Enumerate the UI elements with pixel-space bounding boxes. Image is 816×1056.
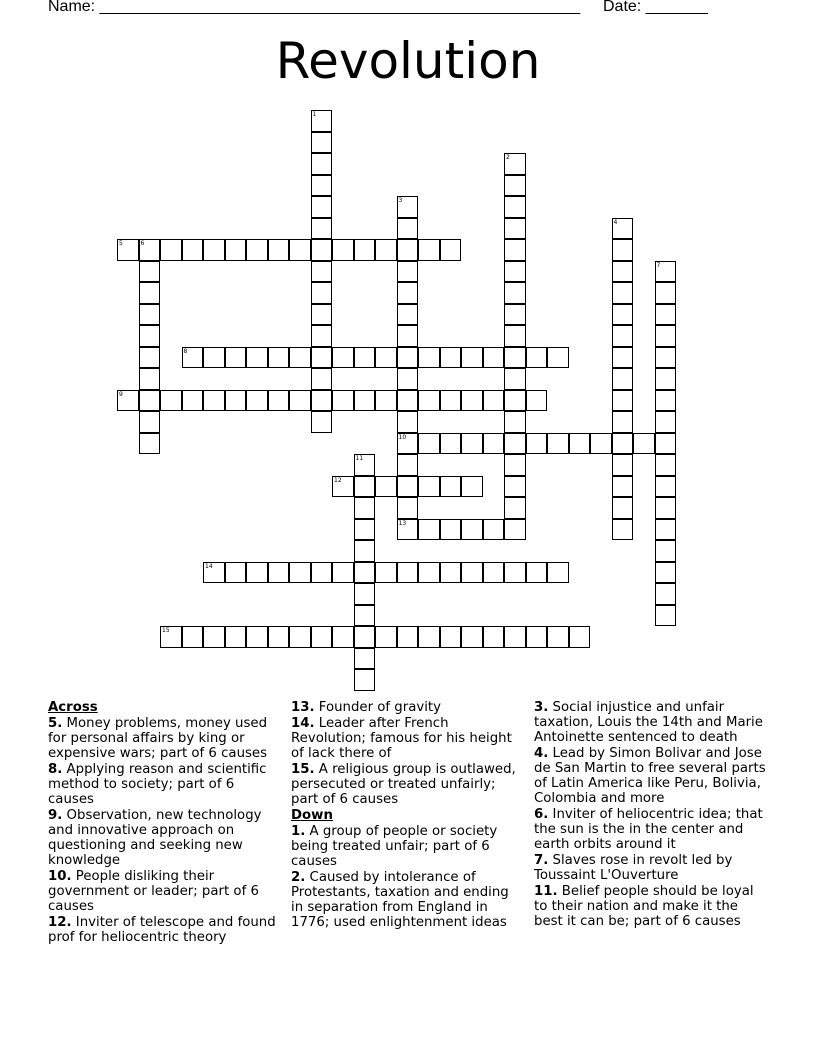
grid-cell[interactable] xyxy=(311,218,333,240)
grid-cell[interactable] xyxy=(354,476,376,498)
grid-cell[interactable] xyxy=(612,347,634,369)
grid-cell[interactable] xyxy=(526,347,548,369)
grid-cell[interactable] xyxy=(268,347,290,369)
grid-cell[interactable] xyxy=(289,626,311,648)
grid-cell[interactable] xyxy=(139,433,161,455)
grid-cell[interactable] xyxy=(397,626,419,648)
grid-cell[interactable] xyxy=(461,562,483,584)
down-clue xyxy=(291,824,523,869)
grid-cell[interactable] xyxy=(311,411,333,433)
clue-number-label: 6. xyxy=(534,807,549,822)
grid-cell[interactable] xyxy=(612,368,634,390)
grid-cell[interactable] xyxy=(397,562,419,584)
across-clue xyxy=(291,762,523,807)
grid-cell[interactable] xyxy=(354,347,376,369)
grid-cell[interactable] xyxy=(311,304,333,326)
clue-number-label: 4. xyxy=(534,746,549,761)
grid-cell[interactable] xyxy=(397,239,419,261)
date-line[interactable]: _______ xyxy=(645,0,708,15)
grid-cell[interactable] xyxy=(397,261,419,283)
grid-cell[interactable] xyxy=(612,282,634,304)
grid-cell[interactable] xyxy=(655,562,677,584)
clue-text: A group of people or society being treated unfair; part of 6 causes xyxy=(291,824,498,869)
grid-cell[interactable] xyxy=(332,347,354,369)
grid-cell[interactable] xyxy=(311,175,333,197)
grid-cell[interactable] xyxy=(655,476,677,498)
grid-cell[interactable] xyxy=(461,519,483,541)
grid-cell[interactable] xyxy=(311,282,333,304)
down-clue xyxy=(534,807,766,852)
grid-cell[interactable] xyxy=(547,562,569,584)
grid-cell[interactable] xyxy=(504,476,526,498)
across-clue xyxy=(48,808,280,868)
grid-cell[interactable] xyxy=(397,196,419,218)
grid-cell[interactable] xyxy=(117,390,139,412)
grid-cell[interactable] xyxy=(526,626,548,648)
clue-number: 15 xyxy=(162,627,170,634)
grid-cell[interactable] xyxy=(483,519,505,541)
grid-cell[interactable] xyxy=(139,261,161,283)
grid-cell[interactable] xyxy=(246,239,268,261)
grid-cell[interactable] xyxy=(311,261,333,283)
grid-cell[interactable] xyxy=(203,347,225,369)
clue-text: People disliking their government or leader; part of 6 causes xyxy=(48,869,259,914)
grid-cell[interactable] xyxy=(483,562,505,584)
down-clue xyxy=(534,853,766,883)
grid-cell[interactable] xyxy=(397,519,419,541)
grid-cell[interactable] xyxy=(418,239,440,261)
grid-cell[interactable] xyxy=(160,390,182,412)
grid-cell[interactable] xyxy=(655,411,677,433)
grid-cell[interactable] xyxy=(311,196,333,218)
grid-cell[interactable] xyxy=(375,562,397,584)
grid-cell[interactable] xyxy=(504,196,526,218)
grid-cell[interactable] xyxy=(182,239,204,261)
grid-cell[interactable] xyxy=(311,239,333,261)
grid-cell[interactable] xyxy=(397,368,419,390)
across-clue xyxy=(291,700,523,715)
clue-text: Belief people should be loyal to their nation and make it the best it can be; part of 6 causes xyxy=(534,884,754,929)
clue-number-label: 3. xyxy=(534,700,549,715)
grid-cell[interactable] xyxy=(397,390,419,412)
grid-cell[interactable] xyxy=(139,239,161,261)
grid-cell[interactable] xyxy=(139,347,161,369)
clue-text: Leader after French Revolution; famous for his height of lack there of xyxy=(291,716,512,761)
clue-text: A religious group is outlawed, persecuted or treated unfairly; part of 6 causes xyxy=(291,762,516,807)
grid-cell[interactable] xyxy=(547,626,569,648)
grid-cell[interactable] xyxy=(526,562,548,584)
grid-cell[interactable] xyxy=(483,433,505,455)
grid-cell[interactable] xyxy=(182,347,204,369)
clue-number-label: 11. xyxy=(534,884,558,899)
grid-cell[interactable] xyxy=(225,626,247,648)
grid-cell[interactable] xyxy=(311,390,333,412)
grid-cell[interactable] xyxy=(612,390,634,412)
clue-text: Slaves rose in revolt led by Toussaint L'Ouverture xyxy=(534,853,733,883)
grid-cell[interactable] xyxy=(418,519,440,541)
grid-cell[interactable] xyxy=(504,519,526,541)
grid-cell[interactable] xyxy=(655,368,677,390)
down-clue xyxy=(534,746,766,806)
grid-cell[interactable] xyxy=(397,304,419,326)
grid-cell[interactable] xyxy=(354,669,376,691)
date-label: Date: xyxy=(603,0,642,15)
across-clue xyxy=(48,716,280,761)
clue-column-3 xyxy=(534,700,766,930)
grid-cell[interactable] xyxy=(633,433,655,455)
clue-number: 13 xyxy=(398,519,407,527)
grid-cell[interactable] xyxy=(354,562,376,584)
grid-cell[interactable] xyxy=(397,218,419,240)
grid-cell[interactable] xyxy=(354,390,376,412)
grid-cell[interactable] xyxy=(504,347,526,369)
clue-number-label: 13. xyxy=(291,700,315,715)
clue-number: 6 xyxy=(140,240,145,247)
grid-cell[interactable] xyxy=(418,390,440,412)
grid-cell[interactable] xyxy=(440,239,462,261)
across-heading: Across xyxy=(48,700,98,715)
grid-cell[interactable] xyxy=(526,433,548,455)
grid-cell[interactable] xyxy=(375,626,397,648)
grid-cell[interactable] xyxy=(612,433,634,455)
page-title: Revolution xyxy=(275,32,541,90)
grid-cell[interactable] xyxy=(354,519,376,541)
grid-cell[interactable] xyxy=(655,497,677,519)
clue-text: Inviter of telescope and found prof for heliocentric theory xyxy=(48,915,276,945)
grid-cell[interactable] xyxy=(440,626,462,648)
clue-number: 9 xyxy=(119,390,123,398)
grid-cell[interactable] xyxy=(332,390,354,412)
across-clue xyxy=(291,716,523,761)
grid-cell[interactable] xyxy=(569,433,591,455)
grid-cell[interactable] xyxy=(655,454,677,476)
grid-cell[interactable] xyxy=(504,368,526,390)
grid-cell[interactable] xyxy=(483,390,505,412)
grid-cell[interactable] xyxy=(160,626,182,648)
grid-cell[interactable] xyxy=(311,562,333,584)
grid-cell[interactable] xyxy=(504,497,526,519)
grid-cell[interactable] xyxy=(375,390,397,412)
clue-text: Observation, new technology and innovative approach on questioning and seeking new knowledge xyxy=(48,808,262,868)
grid-cell[interactable] xyxy=(246,626,268,648)
grid-cell[interactable] xyxy=(225,390,247,412)
clue-column-1 xyxy=(48,700,280,946)
grid-cell[interactable] xyxy=(504,153,526,175)
grid-cell[interactable] xyxy=(311,132,333,154)
down-heading: Down xyxy=(291,808,333,823)
grid-cell[interactable] xyxy=(225,347,247,369)
name-label: Name: xyxy=(48,0,96,15)
grid-cell[interactable] xyxy=(655,261,677,283)
clue-text: Inviter of heliocentric idea; that the sun is the in the center and earth orbits around it xyxy=(534,807,763,852)
grid-cell[interactable] xyxy=(569,626,591,648)
grid-cell[interactable] xyxy=(354,540,376,562)
grid-cell[interactable] xyxy=(354,626,376,648)
grid-cell[interactable] xyxy=(117,239,139,261)
grid-cell[interactable] xyxy=(418,476,440,498)
grid-cell[interactable] xyxy=(483,626,505,648)
grid-cell[interactable] xyxy=(504,261,526,283)
grid-cell[interactable] xyxy=(655,605,677,627)
grid-cell[interactable] xyxy=(397,454,419,476)
grid-cell[interactable] xyxy=(139,390,161,412)
grid-cell[interactable] xyxy=(655,583,677,605)
grid-cell[interactable] xyxy=(418,347,440,369)
grid-cell[interactable] xyxy=(160,239,182,261)
clue-number-label: 14. xyxy=(291,716,315,731)
grid-cell[interactable] xyxy=(203,239,225,261)
grid-cell[interactable] xyxy=(139,411,161,433)
grid-cell[interactable] xyxy=(289,347,311,369)
grid-cell[interactable] xyxy=(311,110,333,132)
grid-cell[interactable] xyxy=(246,347,268,369)
across-clue xyxy=(48,915,280,945)
clue-number-label: 7. xyxy=(534,853,549,868)
grid-cell[interactable] xyxy=(590,433,612,455)
clue-text: Founder of gravity xyxy=(314,700,442,715)
grid-cell[interactable] xyxy=(440,476,462,498)
clue-number-label: 12. xyxy=(48,915,72,930)
grid-cell[interactable] xyxy=(461,433,483,455)
clue-number: 8 xyxy=(183,347,188,355)
grid-cell[interactable] xyxy=(461,626,483,648)
clue-number: 2 xyxy=(506,154,510,161)
grid-cell[interactable] xyxy=(440,390,462,412)
grid-cell[interactable] xyxy=(504,562,526,584)
grid-cell[interactable] xyxy=(332,239,354,261)
grid-cell[interactable] xyxy=(418,562,440,584)
clue-number: 12 xyxy=(334,476,342,484)
grid-cell[interactable] xyxy=(397,325,419,347)
grid-cell[interactable] xyxy=(655,540,677,562)
grid-cell[interactable] xyxy=(655,433,677,455)
grid-cell[interactable] xyxy=(354,583,376,605)
grid-cell[interactable] xyxy=(440,347,462,369)
grid-cell[interactable] xyxy=(397,497,419,519)
grid-cell[interactable] xyxy=(397,347,419,369)
grid-cell[interactable] xyxy=(397,282,419,304)
clue-number: 11 xyxy=(355,455,364,462)
clue-text: Social injustice and unfair taxation, Louis the 14th and Marie Antoinette sentenced to death xyxy=(534,700,763,745)
grid-cell[interactable] xyxy=(483,347,505,369)
grid-cell[interactable] xyxy=(139,304,161,326)
grid-cell[interactable] xyxy=(655,390,677,412)
clue-number: 1 xyxy=(312,111,317,118)
grid-cell[interactable] xyxy=(504,626,526,648)
clue-number-label: 10. xyxy=(48,869,72,884)
grid-cell[interactable] xyxy=(547,347,569,369)
clue-number-label: 15. xyxy=(291,762,315,777)
grid-cell[interactable] xyxy=(311,347,333,369)
grid-cell[interactable] xyxy=(311,325,333,347)
down-clue xyxy=(534,700,766,745)
grid-cell[interactable] xyxy=(246,562,268,584)
grid-cell[interactable] xyxy=(311,368,333,390)
across-clue xyxy=(48,869,280,914)
grid-cell[interactable] xyxy=(268,239,290,261)
grid-cell[interactable] xyxy=(612,261,634,283)
grid-cell[interactable] xyxy=(504,218,526,240)
grid-cell[interactable] xyxy=(182,626,204,648)
grid-cell[interactable] xyxy=(289,390,311,412)
grid-cell[interactable] xyxy=(354,239,376,261)
grid-cell[interactable] xyxy=(397,476,419,498)
grid-cell[interactable] xyxy=(418,626,440,648)
down-clue xyxy=(291,870,523,930)
grid-cell[interactable] xyxy=(268,562,290,584)
clue-number: 10 xyxy=(398,433,407,441)
grid-cell[interactable] xyxy=(547,433,569,455)
grid-cell[interactable] xyxy=(612,519,634,541)
clue-number: 3 xyxy=(398,197,403,204)
grid-cell[interactable] xyxy=(375,347,397,369)
clue-number: 14 xyxy=(205,562,213,570)
grid-cell[interactable] xyxy=(504,433,526,455)
grid-cell[interactable] xyxy=(375,476,397,498)
grid-cell[interactable] xyxy=(440,519,462,541)
grid-cell[interactable] xyxy=(461,476,483,498)
grid-cell[interactable] xyxy=(504,411,526,433)
grid-cell[interactable] xyxy=(612,411,634,433)
grid-cell[interactable] xyxy=(397,433,419,455)
grid-cell[interactable] xyxy=(612,325,634,347)
grid-cell[interactable] xyxy=(655,347,677,369)
grid-cell[interactable] xyxy=(225,562,247,584)
grid-cell[interactable] xyxy=(354,605,376,627)
across-clue xyxy=(48,762,280,807)
clue-text: Caused by intolerance of Protestants, taxation and ending in separation from England in 1776; used enlightenment ideas xyxy=(291,870,509,930)
grid-cell[interactable] xyxy=(268,390,290,412)
grid-cell[interactable] xyxy=(612,454,634,476)
grid-cell[interactable] xyxy=(289,239,311,261)
clue-number: 5 xyxy=(119,240,123,247)
grid-cell[interactable] xyxy=(504,175,526,197)
grid-cell[interactable] xyxy=(332,626,354,648)
grid-cell[interactable] xyxy=(504,390,526,412)
clue-number-label: 5. xyxy=(48,716,63,731)
grid-cell[interactable] xyxy=(440,562,462,584)
grid-cell[interactable] xyxy=(332,562,354,584)
grid-cell[interactable] xyxy=(268,626,290,648)
grid-cell[interactable] xyxy=(289,562,311,584)
grid-cell[interactable] xyxy=(311,626,333,648)
grid-cell[interactable] xyxy=(311,153,333,175)
grid-cell[interactable] xyxy=(612,476,634,498)
grid-cell[interactable] xyxy=(504,325,526,347)
grid-cell[interactable] xyxy=(461,347,483,369)
down-clue xyxy=(534,884,766,929)
grid-cell[interactable] xyxy=(655,282,677,304)
grid-cell[interactable] xyxy=(612,239,634,261)
clue-text: Applying reason and scientific method to society; part of 6 causes xyxy=(48,762,267,807)
grid-cell[interactable] xyxy=(504,304,526,326)
grid-cell[interactable] xyxy=(354,648,376,670)
grid-cell[interactable] xyxy=(440,433,462,455)
grid-cell[interactable] xyxy=(354,454,376,476)
grid-cell[interactable] xyxy=(332,476,354,498)
grid-cell[interactable] xyxy=(225,239,247,261)
grid-cell[interactable] xyxy=(139,282,161,304)
grid-cell[interactable] xyxy=(246,390,268,412)
grid-cell[interactable] xyxy=(655,325,677,347)
grid-cell[interactable] xyxy=(612,304,634,326)
clue-number-label: 8. xyxy=(48,762,63,777)
grid-cell[interactable] xyxy=(504,239,526,261)
grid-cell[interactable] xyxy=(397,411,419,433)
grid-cell[interactable] xyxy=(375,239,397,261)
grid-cell[interactable] xyxy=(182,390,204,412)
clue-number: 7 xyxy=(656,261,661,269)
grid-cell[interactable] xyxy=(461,390,483,412)
grid-cell[interactable] xyxy=(418,433,440,455)
grid-cell[interactable] xyxy=(203,390,225,412)
grid-cell[interactable] xyxy=(504,454,526,476)
clue-column-2 xyxy=(291,700,523,931)
grid-cell[interactable] xyxy=(612,497,634,519)
grid-cell[interactable] xyxy=(655,519,677,541)
grid-cell[interactable] xyxy=(139,325,161,347)
clue-number-label: 9. xyxy=(48,808,63,823)
grid-cell[interactable] xyxy=(504,282,526,304)
clue-number: 4 xyxy=(613,218,618,226)
grid-cell[interactable] xyxy=(612,218,634,240)
grid-cell[interactable] xyxy=(139,368,161,390)
clue-text: Lead by Simon Bolivar and Jose de San Martin to free several parts of Latin America like Peru, Bolivia, Colombia and more xyxy=(534,746,766,806)
grid-cell[interactable] xyxy=(655,304,677,326)
clue-text: Money problems, money used for personal affairs by king or expensive wars; part of 6 causes xyxy=(48,716,268,761)
grid-cell[interactable] xyxy=(526,390,548,412)
grid-cell[interactable] xyxy=(354,497,376,519)
grid-cell[interactable] xyxy=(203,562,225,584)
grid-cell[interactable] xyxy=(203,626,225,648)
clue-number-label: 1. xyxy=(291,824,306,839)
name-line[interactable]: ______________________________________________________ xyxy=(99,0,581,15)
clue-number-label: 2. xyxy=(291,870,306,885)
